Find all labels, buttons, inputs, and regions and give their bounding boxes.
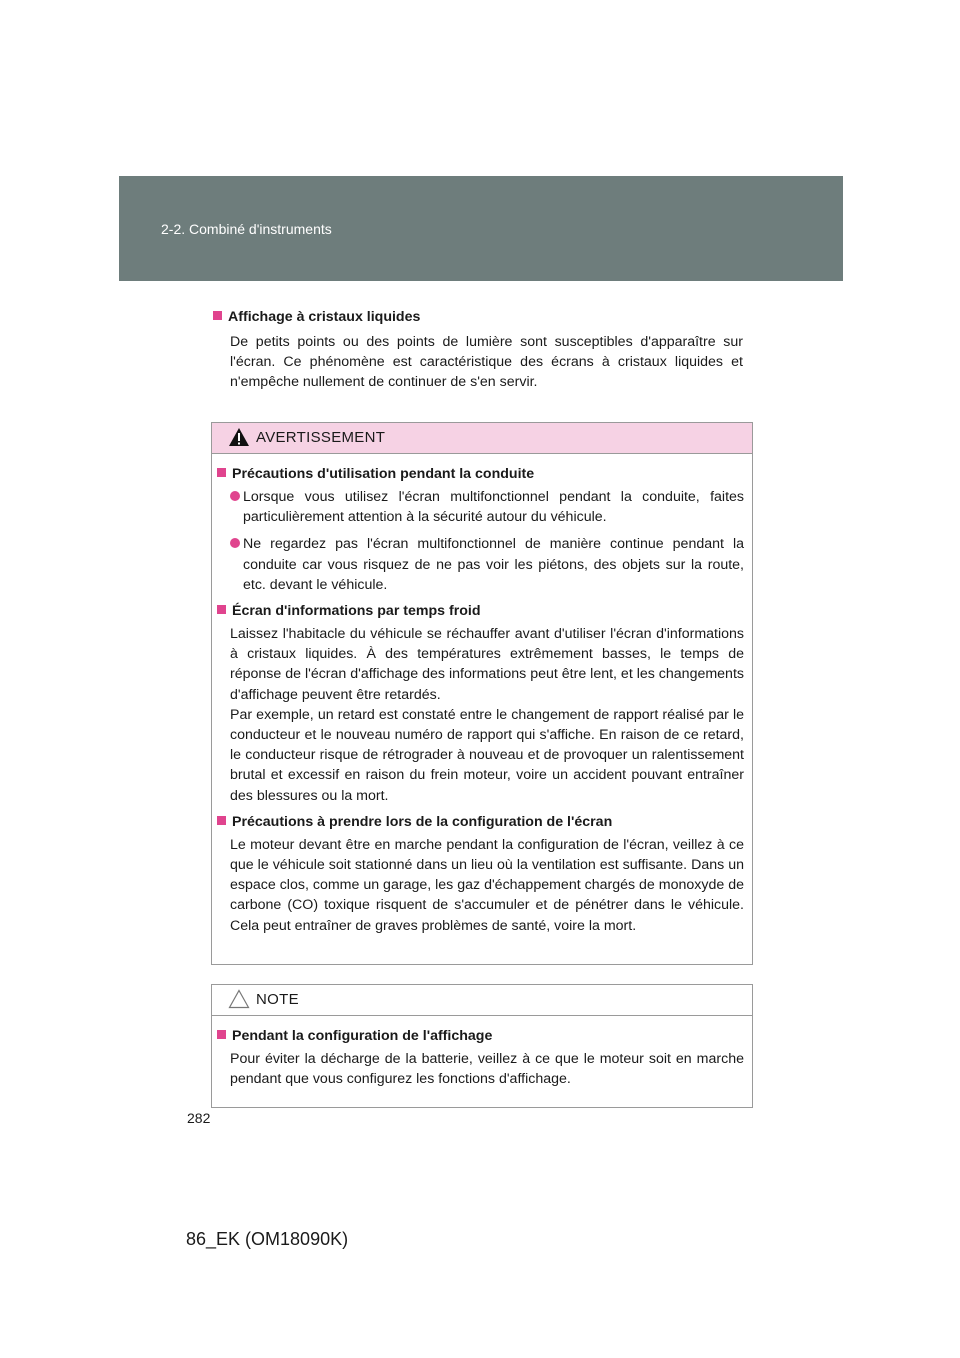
list-item: Lorsque vous utilisez l'écran multifonctionnel pendant la conduite, faites particulièrement attention à la sécurité autour du véhicule. bbox=[230, 487, 744, 527]
paragraph: Laissez l'habitacle du véhicule se réchauffer avant d'utiliser l'écran d'informations à cristaux liquides. À des températures extrêmement basses, le temps de réponse de l'écran d'affichage des informations peut être lent, et les changements d'affichage peuvent être retardés. bbox=[230, 626, 744, 703]
note-box bbox=[211, 984, 753, 1108]
warning-title: AVERTISSEMENT bbox=[256, 429, 386, 446]
section-heading: Précautions à prendre lors de la configuration de l'écran bbox=[217, 812, 744, 832]
paragraph: Pour éviter la décharge de la batterie, veillez à ce que le moteur soit en marche pendant que vous configurez les fonctions d'affichage. bbox=[230, 1051, 744, 1088]
section-heading: Pendant la configuration de l'affichage bbox=[217, 1026, 744, 1046]
caution-triangle-icon bbox=[228, 989, 250, 1009]
square-bullet-icon bbox=[217, 816, 226, 825]
warning-triangle-icon bbox=[228, 427, 250, 447]
round-bullet-icon bbox=[230, 491, 240, 501]
section-title: 2-2. Combiné d'instruments bbox=[161, 221, 332, 237]
warning-content bbox=[212, 454, 752, 936]
warning-box bbox=[211, 422, 753, 965]
intro-section bbox=[213, 307, 743, 393]
square-bullet-icon bbox=[217, 468, 226, 477]
round-bullet-icon bbox=[230, 538, 240, 548]
section-header-band bbox=[119, 176, 843, 281]
list-item: Ne regardez pas l'écran multifonctionnel de manière continue pendant la conduite car vous risquez de ne pas voir les piétons, des objets sur la route, etc. devant le véhicule. bbox=[230, 534, 744, 595]
note-title: NOTE bbox=[256, 991, 299, 1008]
intro-text: De petits points ou des points de lumière sont susceptibles d'apparaître sur l'écran. Ce phénomène est caractéristique des écrans à cristaux liquides et n'empêche nullement de continuer de s'en servir. bbox=[230, 334, 743, 391]
note-header bbox=[212, 985, 752, 1016]
note-section-1 bbox=[217, 1026, 744, 1089]
warning-header bbox=[212, 423, 752, 454]
warning-section-1 bbox=[217, 464, 744, 595]
square-bullet-icon bbox=[213, 311, 222, 320]
page-number: 282 bbox=[187, 1110, 211, 1126]
note-content bbox=[212, 1016, 752, 1089]
document-code: 86_EK (OM18090K) bbox=[186, 1229, 349, 1249]
paragraph: Le moteur devant être en marche pendant la configuration de l'écran, veillez à ce que le véhicule soit stationné dans un lieu où la ventilation est suffisante. Dans un espace clos, comme un garage, les gaz d'échappement chargés de monoxyde de carbone (CO) toxique risquent de s'accumuler et de pénétrer dans le véhicule. Cela peut entraîner de graves problèmes de santé, voire la mort. bbox=[230, 836, 744, 934]
paragraph: Par exemple, un retard est constaté entre le changement de rapport réalisé par le conducteur et le nouveau numéro de rapport qui s'affiche. En raison de ce retard, le conducteur risque de rétrograder à nouveau et de provoquer un ralentissement brutal et excessif en raison du frein moteur, voire un accident pouvant entraîner des blessures ou la mort. bbox=[230, 706, 744, 804]
section-heading: Écran d'informations par temps froid bbox=[217, 601, 744, 621]
section-heading: Précautions d'utilisation pendant la conduite bbox=[217, 464, 744, 484]
square-bullet-icon bbox=[217, 1030, 226, 1039]
warning-section-3 bbox=[217, 812, 744, 936]
square-bullet-icon bbox=[217, 605, 226, 614]
warning-section-2 bbox=[217, 601, 744, 806]
intro-heading: Affichage à cristaux liquides bbox=[213, 307, 743, 327]
